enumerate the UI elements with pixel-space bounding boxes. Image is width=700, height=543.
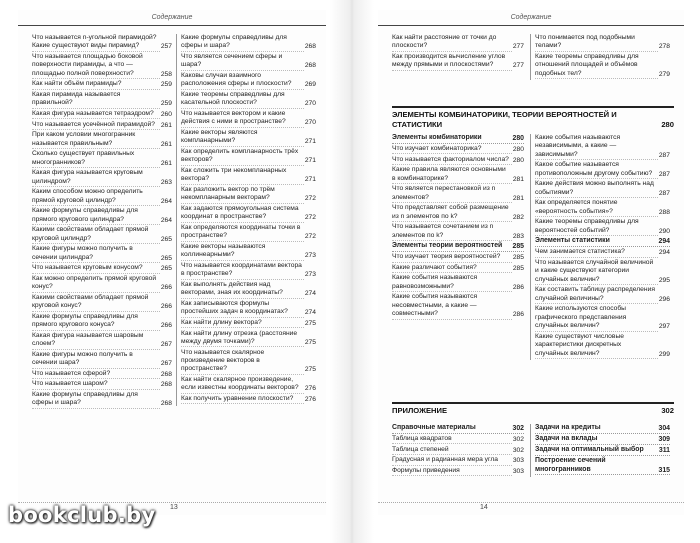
- toc-entry: [181, 224, 316, 242]
- toc-column: [32, 34, 172, 410]
- toc-entry-title: Какие теоремы справедливы для касательной плоскости?: [181, 91, 316, 109]
- toc-entry-title: Градусная и радианная мера угла: [392, 456, 524, 465]
- toc-entry-title: Как найти расстояние от точки до плоскости?: [392, 34, 524, 52]
- toc-entry-page: 271: [304, 176, 316, 184]
- toc-entry-page: 261: [160, 121, 172, 129]
- toc-entry-page: 263: [160, 178, 172, 186]
- toc-entry: [32, 110, 172, 119]
- toc-entry-title: Что изучает комбинаторика?: [392, 145, 524, 154]
- toc-entry-page: 260: [160, 111, 172, 118]
- toc-entry-page: 277: [512, 43, 524, 51]
- toc-entry-page: 297: [658, 323, 670, 331]
- toc-entry: [535, 199, 670, 217]
- toc-entry-page: 273: [304, 252, 316, 260]
- toc-entry-title: Какими свойствами обладает прямой круговой конус?: [32, 294, 172, 312]
- toc-entry: [32, 245, 172, 263]
- toc-entry-page: 290: [658, 227, 670, 235]
- toc-entry: [181, 53, 316, 71]
- toc-entry-title: Как записываются формулы простейших задач в координатах?: [181, 300, 316, 318]
- toc-entry: [392, 446, 524, 455]
- toc-entry: [392, 293, 524, 319]
- toc-entry-page: 266: [160, 284, 172, 292]
- toc-entry: [535, 180, 670, 198]
- toc-entry-page: 280: [512, 135, 524, 142]
- toc-entry-page: 268: [304, 62, 316, 70]
- toc-entry: [32, 34, 172, 52]
- toc-entry-title: Какие векторы являются компланарными?: [181, 129, 316, 147]
- toc-entry-page: 280: [512, 146, 524, 153]
- toc-entry: [181, 319, 316, 328]
- toc-entry-title: Как задаются прямоугольная система координат в пространстве?: [181, 205, 316, 223]
- head-rule: [18, 25, 326, 26]
- page-number: 13: [170, 504, 178, 511]
- toc-entry-title: Что представляет собой размещение из n элементов по k?: [392, 204, 524, 222]
- site-watermark: bookclub.by: [8, 503, 156, 527]
- right-page: [378, 10, 684, 515]
- toc-entry: [32, 169, 172, 187]
- toc-entry: [392, 456, 524, 465]
- toc-entry-page: 295: [658, 276, 670, 284]
- toc-entry-page: 261: [160, 159, 172, 167]
- toc-entry: [32, 264, 172, 273]
- toc-entry-title: Какие формулы справедливы для прямого кругового конуса?: [32, 313, 172, 331]
- toc-column: [176, 34, 316, 406]
- toc-entry-title: Какими свойствами обладает прямой круговой цилиндр?: [32, 226, 172, 244]
- toc-entry-page: 309: [658, 436, 670, 443]
- left-page: [18, 10, 326, 515]
- toc-entry: [32, 351, 172, 369]
- head-rule: [378, 25, 684, 26]
- toc-entry-page: 299: [658, 350, 670, 358]
- toc-entry-title: Задачи на кредиты: [535, 424, 670, 434]
- toc-entry: [392, 156, 524, 165]
- section-heading-page: 302: [661, 406, 674, 415]
- toc-entry: [392, 145, 524, 154]
- toc-entry-title: Что называется факториалом числа?: [392, 156, 524, 165]
- toc-entry-page: 265: [160, 265, 172, 273]
- toc-entry-page: 279: [658, 70, 670, 78]
- toc-entry-title: Какие события называются независимыми, а какие — зависимыми?: [535, 134, 670, 160]
- toc-subsection: [535, 457, 670, 475]
- toc-entry: [32, 275, 172, 293]
- toc-entry-page: 272: [304, 233, 316, 241]
- toc-entry: [32, 207, 172, 225]
- toc-entry-page: 275: [304, 366, 316, 374]
- toc-entry-page: 286: [512, 311, 524, 319]
- toc-entry-page: 259: [160, 100, 172, 108]
- toc-entry: [181, 349, 316, 375]
- toc-entry-title: Как можно определить прямой круговой конус?: [32, 275, 172, 293]
- toc-entry-page: 271: [304, 138, 316, 146]
- toc-entry-title: Задачи на оптимальный выбор: [535, 446, 670, 456]
- toc-entry: [181, 281, 316, 299]
- toc-entry-page: 271: [304, 157, 316, 165]
- toc-entry-title: Как найти скалярное произведение, если известны координаты векторов?: [181, 376, 316, 394]
- toc-entry-page: 283: [512, 232, 524, 240]
- toc-entry-title: Справочные материалы: [392, 424, 524, 434]
- toc-entry: [181, 91, 316, 109]
- toc-entry: [392, 253, 524, 262]
- toc-entry: [32, 80, 172, 89]
- toc-subsection: [392, 424, 524, 434]
- toc-entry: [392, 274, 524, 292]
- toc-entry-page: 264: [160, 197, 172, 205]
- toc-subsection: [392, 134, 524, 144]
- toc-entry: [181, 72, 316, 90]
- toc-entry: [392, 166, 524, 184]
- toc-entry-title: При каком условии многогранник называется правильным?: [32, 131, 172, 149]
- toc-entry-title: Элементы статистики: [535, 237, 670, 247]
- section-heading-page: 280: [661, 119, 674, 129]
- toc-entry-title: Что называется сочетанием из n элементов по k?: [392, 223, 524, 241]
- toc-entry: [535, 305, 670, 331]
- toc-column: [392, 424, 524, 477]
- toc-entry-page: 265: [160, 254, 172, 262]
- toc-entry-page: 303: [512, 467, 524, 475]
- toc-entry-page: 268: [160, 381, 172, 389]
- toc-entry-page: 266: [160, 322, 172, 330]
- toc-entry-page: 311: [658, 447, 670, 454]
- toc-entry: [32, 91, 172, 109]
- toc-entry-title: Элементы комбинаторики: [392, 134, 524, 144]
- toc-entry-title: Что изучает теория вероятностей?: [392, 253, 524, 262]
- toc-entry: [181, 34, 316, 52]
- toc-entry-title: Какая фигура называется шаровым слоем?: [32, 332, 172, 350]
- toc-column: [530, 34, 670, 80]
- toc-entry-title: Что является перестановкой из n элементов?: [392, 185, 524, 203]
- toc-entry-page: 282: [512, 213, 524, 221]
- toc-entry-title: Какие теоремы справедливы для вероятностей событий?: [535, 218, 670, 236]
- toc-entry-page: 265: [160, 235, 172, 243]
- toc-entry-page: 296: [658, 295, 670, 303]
- toc-entry-title: Что является сечением сферы и шара?: [181, 53, 316, 71]
- toc-entry: [32, 294, 172, 312]
- toc-entry-title: Какие фигуры можно получить в сечении цилиндра?: [32, 245, 172, 263]
- running-head: Содержание: [151, 14, 193, 21]
- toc-entry-title: Сколько существует правильных многогранников?: [32, 150, 172, 168]
- toc-entry-page: 287: [658, 170, 670, 178]
- toc-entry-title: Как найти длину отрезка (расстояние между двумя точками)?: [181, 330, 316, 348]
- toc-entry-title: Как выполнять действия над векторами, зная их координаты?: [181, 281, 316, 299]
- toc-entry-title: Что называется скалярное произведение векторов в пространстве?: [181, 349, 316, 375]
- toc-entry-title: Какая пирамида называется правильной?: [32, 91, 172, 109]
- toc-entry-page: 285: [512, 243, 524, 251]
- toc-entry-page: 281: [512, 194, 524, 202]
- toc-column: [530, 424, 670, 477]
- toc-entry-title: Построение сечений многогранников: [535, 457, 670, 475]
- toc-entry-page: 272: [304, 195, 316, 203]
- toc-subsection: [535, 435, 670, 445]
- toc-entry-title: Как определить компланарность трёх векторов?: [181, 148, 316, 166]
- toc-entry-page: 285: [512, 264, 524, 272]
- toc-entry-page: 270: [304, 119, 316, 127]
- toc-entry-title: Таблица квадратов: [392, 435, 524, 444]
- toc-column: [530, 134, 670, 360]
- toc-entry: [32, 370, 172, 379]
- toc-entry: [535, 161, 670, 179]
- toc-entry-title: Как составить таблицу распределения случайной величины?: [535, 286, 670, 304]
- toc-entry-page: 281: [512, 175, 524, 183]
- section-heading: [392, 406, 674, 416]
- toc-entry: [392, 53, 524, 71]
- toc-entry: [181, 167, 316, 185]
- toc-entry-page: 280: [512, 156, 524, 164]
- toc-entry-title: Какие существуют числовые характеристики дискретных случайных величин?: [535, 333, 670, 359]
- toc-entry-page: 274: [304, 290, 316, 298]
- toc-entry-title: Элементы теории вероятностей: [392, 242, 524, 252]
- toc-entry: [392, 264, 524, 273]
- toc-entry-page: 275: [304, 339, 316, 346]
- toc-entry: [32, 121, 172, 130]
- toc-entry-page: 267: [160, 360, 172, 368]
- toc-entry: [392, 467, 524, 476]
- toc-entry: [32, 150, 172, 168]
- toc-entry-page: 303: [512, 457, 524, 465]
- toc-entry: [32, 53, 172, 79]
- toc-entry-title: Что называется координатами вектора в пространстве?: [181, 262, 316, 280]
- section-heading: [392, 110, 674, 129]
- toc-entry-title: Какие различают события?: [392, 264, 524, 273]
- toc-entry-title: Какие формулы справедливы для сферы и шара?: [32, 391, 172, 409]
- section-rule: [392, 402, 674, 404]
- toc-entry-title: Что называется площадью боковой поверхности пирамиды, а что — площадью полной поверхности?: [32, 53, 172, 79]
- toc-entry: [535, 218, 670, 236]
- toc-entry-page: 273: [304, 271, 316, 279]
- toc-entry-title: Какие правила являются основными в комбинаторике?: [392, 166, 524, 184]
- toc-entry-title: Что называется шаром?: [32, 380, 172, 389]
- section-heading-text: ЭЛЕМЕНТЫ КОМБИНАТОРИКИ, ТЕОРИИ ВЕРОЯТНОСТЕЙ И СТАТИСТИКИ: [392, 110, 617, 129]
- toc-entry: [392, 223, 524, 241]
- toc-entry: [181, 395, 316, 404]
- toc-entry-page: 276: [304, 385, 316, 393]
- toc-entry: [392, 185, 524, 203]
- toc-entry-title: Как определяются координаты точки в пространстве?: [181, 224, 316, 242]
- toc-entry-title: Какие действия можно выполнять над событиями?: [535, 180, 670, 198]
- toc-column: [392, 34, 524, 72]
- toc-entry-title: Что называется круговым конусом?: [32, 264, 172, 273]
- toc-entry: [32, 313, 172, 331]
- toc-entry-title: Что называется вектором и какие действия с ними в пространстве?: [181, 110, 316, 128]
- toc-entry: [32, 332, 172, 350]
- toc-entry-title: Как сложить три некомпланарных вектора?: [181, 167, 316, 185]
- toc-entry-title: Как разложить вектор по трём некомпланарным векторам?: [181, 186, 316, 204]
- toc-entry-title: Какие векторы называются коллинеарными?: [181, 243, 316, 261]
- toc-entry-page: 294: [658, 249, 670, 257]
- toc-entry-page: 258: [160, 70, 172, 78]
- toc-entry-title: Чем занимается статистика?: [535, 248, 670, 257]
- toc-entry: [32, 188, 172, 206]
- toc-entry-title: Каким способом можно определить прямой круговой цилиндр?: [32, 188, 172, 206]
- toc-entry-page: 285: [512, 254, 524, 262]
- toc-entry-title: Какие теоремы справедливы для отношений площадей и объёмов подобных тел?: [535, 53, 670, 79]
- toc-entry-page: 286: [512, 283, 524, 291]
- toc-entry-page: 261: [160, 140, 172, 148]
- toc-entry-title: Что называется сферой?: [32, 370, 172, 379]
- toc-entry: [32, 391, 172, 409]
- toc-entry-page: 275: [304, 320, 316, 327]
- toc-entry-page: 269: [304, 81, 316, 89]
- toc-entry: [535, 134, 670, 160]
- toc-entry-title: Какие формулы справедливы для прямого кругового цилиндра?: [32, 207, 172, 225]
- toc-entry-page: 272: [304, 214, 316, 222]
- toc-entry: [181, 330, 316, 348]
- toc-entry-page: 287: [658, 189, 670, 197]
- toc-entry-title: Какие фигуры можно получить в сечении шара?: [32, 351, 172, 369]
- toc-entry-page: 278: [658, 43, 670, 51]
- toc-entry-page: 304: [658, 425, 670, 432]
- toc-entry: [181, 376, 316, 394]
- toc-entry: [535, 286, 670, 304]
- toc-entry-page: 267: [160, 341, 172, 349]
- toc-entry-title: Какое событие называется противоположным другому событию?: [535, 161, 670, 179]
- toc-entry-title: Как найти длину вектора?: [181, 319, 316, 328]
- toc-entry-title: Что понимается под подобными телами?: [535, 34, 670, 52]
- toc-entry-page: 315: [658, 466, 670, 474]
- toc-entry: [535, 53, 670, 79]
- toc-entry: [392, 204, 524, 222]
- toc-entry: [535, 333, 670, 359]
- toc-entry-page: 287: [658, 151, 670, 159]
- toc-entry-title: Что называется усечённой пирамидой?: [32, 121, 172, 130]
- toc-entry-page: 259: [160, 81, 172, 89]
- toc-entry-page: 294: [658, 238, 670, 246]
- toc-entry: [392, 34, 524, 52]
- toc-column: [392, 134, 524, 321]
- toc-entry-title: Какая фигура называется тетраэдром?: [32, 110, 172, 119]
- book-gutter: [330, 0, 374, 543]
- toc-entry: [181, 129, 316, 147]
- toc-entry-page: 268: [160, 400, 172, 408]
- toc-entry-title: Каковы случаи взаимного расположения сферы и плоскости?: [181, 72, 316, 90]
- toc-entry-title: Какие формулы справедливы для сферы и шара?: [181, 34, 316, 52]
- foot-rule: [378, 502, 684, 503]
- toc-entry-page: 274: [304, 309, 316, 317]
- toc-entry: [181, 148, 316, 166]
- page-number: 14: [480, 504, 488, 511]
- toc-entry: [181, 186, 316, 204]
- toc-entry-page: 268: [160, 370, 172, 378]
- toc-subsection: [535, 237, 670, 247]
- toc-entry-title: Какие используются способы графического представления случайных величин?: [535, 305, 670, 331]
- toc-entry: [181, 300, 316, 318]
- toc-entry-page: 268: [304, 43, 316, 51]
- toc-entry-page: 302: [512, 446, 524, 454]
- toc-entry-page: 277: [512, 62, 524, 70]
- toc-entry-title: Какая фигура называется круговым цилиндром?: [32, 169, 172, 187]
- toc-entry: [181, 205, 316, 223]
- section-heading-text: ПРИЛОЖЕНИЕ: [392, 406, 448, 415]
- running-head: Содержание: [510, 14, 552, 21]
- toc-entry: [32, 226, 172, 244]
- toc-entry-title: Как получить уравнение плоскости?: [181, 395, 316, 404]
- toc-entry-page: 270: [304, 100, 316, 108]
- toc-entry: [535, 34, 670, 52]
- toc-entry-page: 302: [512, 436, 524, 443]
- toc-entry-page: 264: [160, 216, 172, 224]
- toc-entry-page: 266: [160, 303, 172, 311]
- toc-entry-page: 257: [160, 43, 172, 51]
- toc-entry-title: Формулы приведения: [392, 467, 524, 476]
- toc-entry-title: Какие события называются равновозможными?: [392, 274, 524, 292]
- toc-entry: [181, 262, 316, 280]
- toc-entry: [32, 131, 172, 149]
- toc-entry-title: Что называется случайной величиной и какие существуют категории случайных величин?: [535, 259, 670, 285]
- toc-entry-title: Что называется n-угольной пирамидой? Какие существуют виды пирамид?: [32, 34, 172, 52]
- section-rule: [392, 106, 674, 108]
- toc-entry-title: Как найти объём пирамиды?: [32, 80, 172, 89]
- toc-entry-page: 276: [304, 396, 316, 403]
- toc-entry-title: Какие события называются несовместными, а какие — совместными?: [392, 293, 524, 319]
- toc-entry-page: 302: [512, 425, 524, 432]
- toc-entry-page: 288: [658, 208, 670, 216]
- toc-entry-title: Задачи на вклады: [535, 435, 670, 445]
- toc-entry: [32, 380, 172, 389]
- toc-entry-title: Как определяется понятие «вероятность события»?: [535, 199, 670, 217]
- toc-entry: [392, 435, 524, 444]
- toc-subsection: [535, 424, 670, 434]
- toc-entry: [535, 259, 670, 285]
- toc-entry-title: Таблица степеней: [392, 446, 524, 455]
- toc-entry: [181, 110, 316, 128]
- toc-entry: [181, 243, 316, 261]
- toc-subsection: [535, 446, 670, 456]
- toc-entry: [535, 248, 670, 257]
- toc-entry-title: Как производится вычисление углов между прямыми и плоскостями?: [392, 53, 524, 71]
- toc-subsection: [392, 242, 524, 252]
